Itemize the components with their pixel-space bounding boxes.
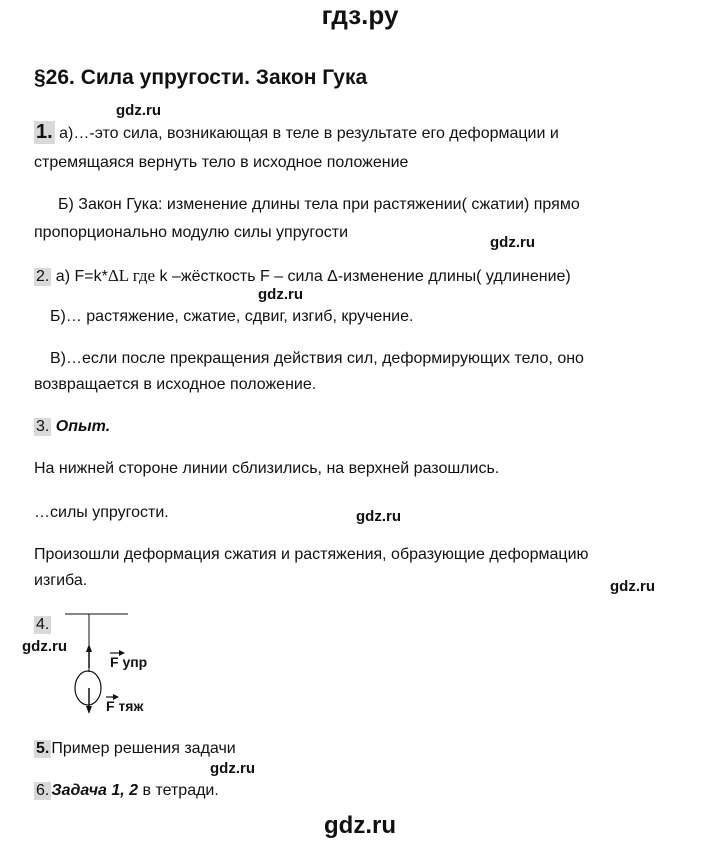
q6-number: 6. bbox=[36, 782, 50, 799]
q2-a-suffix: k –жёсткость F – сила Δ-изменение длины( удлинение) bbox=[155, 268, 571, 285]
watermark: gdz.ru bbox=[610, 578, 655, 595]
q5-text: Пример решения задачи bbox=[51, 740, 236, 757]
q3-line2: …силы упругости. bbox=[34, 504, 169, 521]
watermark: gdz.ru bbox=[22, 638, 67, 655]
q2-number: 2. bbox=[36, 268, 50, 285]
q1-a-text: а)…-это сила, возникающая в теле в результате его деформации и bbox=[54, 125, 559, 142]
site-header-title: гдз.ру bbox=[321, 0, 399, 30]
q6-text: в тетради. bbox=[138, 782, 219, 799]
q3-line3: Произошли деформация сжатия и растяжения, образующие деформацию bbox=[34, 546, 589, 563]
site-footer-watermark: gdz.ru bbox=[324, 812, 396, 839]
page-title: §26. Сила упругости. Закон Гука bbox=[34, 66, 368, 89]
q1-b-line2: пропорционально модулю силы упругости bbox=[34, 224, 349, 241]
q2-b-line: Б)… растяжение, сжатие, сдвиг, изгиб, кручение. bbox=[50, 308, 414, 325]
watermark: gdz.ru bbox=[210, 760, 255, 777]
q5-line bbox=[34, 740, 236, 758]
q2-a-prefix: а) F=k* bbox=[51, 268, 108, 285]
q5-number: 5. bbox=[36, 740, 50, 757]
watermark: gdz.ru bbox=[356, 508, 401, 525]
q2-c-line2: возвращается в исходное положение. bbox=[34, 376, 317, 393]
q3-heading bbox=[34, 418, 110, 436]
q6-line bbox=[34, 782, 219, 800]
q3-line1: На нижней стороне линии сблизились, на верхней разошлись. bbox=[34, 460, 500, 477]
q4-heading bbox=[34, 616, 51, 634]
q2-a-line bbox=[34, 266, 571, 286]
q1-b-line1: Б) Закон Гука: изменение длины тела при растяжении( сжатии) прямо bbox=[58, 196, 580, 213]
q1-a-line1 bbox=[34, 121, 559, 144]
watermark: gdz.ru bbox=[116, 102, 161, 119]
f-tyazh-arrowhead bbox=[86, 706, 92, 714]
watermark: gdz.ru bbox=[490, 234, 535, 251]
q3-label: Опыт. bbox=[55, 418, 111, 435]
q3-number: 3. bbox=[36, 418, 50, 435]
q2-c-line1: В)…если после прекращения действия сил, деформирующих тело, оно bbox=[50, 350, 584, 367]
q1-a-line2: стремящаяся вернуть тело в исходное положение bbox=[34, 154, 409, 171]
f-tyazh-label: F тяж bbox=[106, 698, 144, 714]
f-upr-arrowhead bbox=[86, 644, 92, 652]
watermark: gdz.ru bbox=[258, 286, 303, 303]
weight-body bbox=[75, 671, 101, 705]
q3-line4: изгиба. bbox=[34, 572, 88, 589]
q1-number: 1. bbox=[36, 121, 53, 143]
q4-number: 4. bbox=[36, 616, 50, 633]
q6-label: Задача 1, 2 bbox=[51, 782, 139, 799]
q2-formula: ΔL где bbox=[107, 266, 156, 285]
f-upr-label: F упр bbox=[110, 654, 148, 670]
